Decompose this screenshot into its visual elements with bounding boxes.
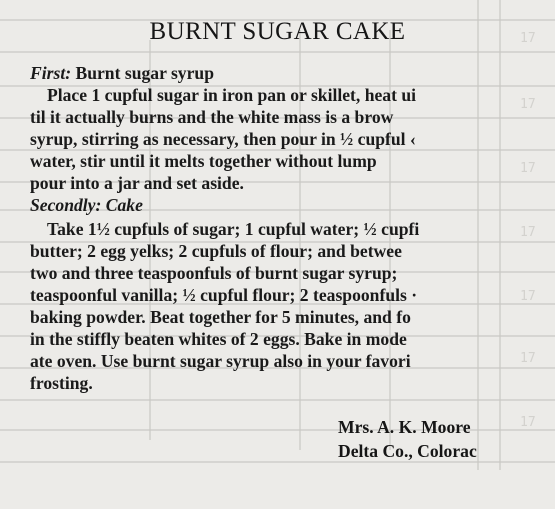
first-step-line: pour into a jar and set aside. xyxy=(30,173,244,193)
svg-text:17: 17 xyxy=(520,351,536,366)
second-step-line: butter; 2 egg yelks; 2 cupfuls of flour; and betwee xyxy=(30,241,402,261)
second-step-label: Secondly: Cake xyxy=(30,195,143,215)
first-step-line: Place 1 cupful sugar in iron pan or skillet, heat ui xyxy=(47,85,417,105)
signature-name: Mrs. A. K. Moore xyxy=(338,417,471,437)
second-step-line: teaspoonful vanilla; ½ cupful flour; 2 teaspoonfuls · xyxy=(30,285,418,305)
svg-text:17: 17 xyxy=(520,415,536,430)
first-step-line: til it actually burns and the white mass is a brow xyxy=(30,107,394,127)
second-step-line: two and three teaspoonfuls of burnt sugar syrup; xyxy=(30,263,398,283)
second-step-line: in the stiffly beaten whites of 2 eggs. Bake in mode xyxy=(30,329,407,349)
recipe-title: BURNT SUGAR CAKE xyxy=(149,18,406,45)
second-step-heading xyxy=(30,194,143,216)
svg-text:17: 17 xyxy=(520,225,536,240)
second-step-line: Take 1½ cupfuls of sugar; 1 cupful water; ½ cupfi xyxy=(47,219,420,239)
first-step-heading xyxy=(30,62,214,84)
signature-place: Delta Co., Colorac xyxy=(338,441,477,461)
first-step-line: syrup, stirring as necessary, then pour in ½ cupful ‹ xyxy=(30,129,416,149)
svg-text:17: 17 xyxy=(520,31,536,46)
svg-text:17: 17 xyxy=(520,97,536,112)
second-step-line: frosting. xyxy=(30,373,93,393)
second-step-line: baking powder. Beat together for 5 minutes, and fo xyxy=(30,307,411,327)
first-step-title: Burnt sugar syrup xyxy=(71,63,214,83)
first-step-line: water, stir until it melts together without lump xyxy=(30,151,377,171)
first-step-label: First: xyxy=(30,63,72,83)
svg-text:17: 17 xyxy=(520,289,536,304)
svg-text:17: 17 xyxy=(520,161,536,176)
second-step-line: ate oven. Use burnt sugar syrup also in your favori xyxy=(30,351,411,371)
